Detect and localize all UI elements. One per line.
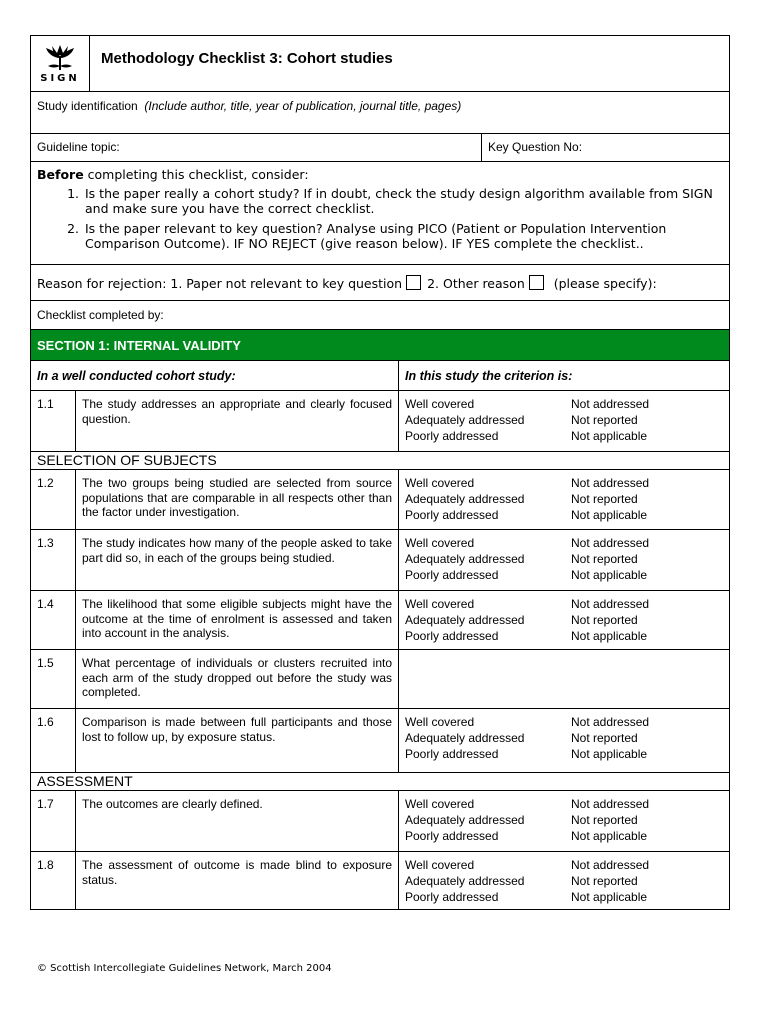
- option-poorly-addressed[interactable]: Poorly addressed: [405, 429, 499, 443]
- item-text: The study addresses an appropriate and clearly focused question.: [76, 391, 399, 451]
- criteria-header-left: In a well conducted cohort study:: [31, 361, 399, 390]
- not-relevant-checkbox[interactable]: [406, 275, 421, 290]
- option-poorly-addressed[interactable]: Poorly addressed: [405, 829, 499, 843]
- other-reason-checkbox[interactable]: [529, 275, 544, 290]
- criteria-header-row: [30, 361, 730, 391]
- logo-text: SIGN: [40, 72, 80, 84]
- option-not-addressed[interactable]: Not addressed: [571, 476, 650, 490]
- subhead-assessment: ASSESSMENT: [30, 773, 730, 791]
- item-options: [399, 530, 729, 590]
- item-text: The study indicates how many of the people asked to take part did so, in each of the groups being studied.: [76, 530, 399, 590]
- copyright-footer: © Scottish Intercollegiate Guidelines Network, March 2004: [37, 963, 332, 974]
- option-well-covered[interactable]: Well covered: [405, 858, 475, 872]
- page-title: Methodology Checklist 3: Cohort studies: [101, 50, 393, 67]
- checklist-item: [30, 470, 730, 530]
- option-well-covered[interactable]: Well covered: [405, 597, 475, 611]
- option-poorly-addressed[interactable]: Poorly addressed: [405, 508, 499, 522]
- option-adequately-addressed[interactable]: Adequately addressed: [405, 413, 525, 427]
- subhead-selection: SELECTION OF SUBJECTS: [30, 452, 730, 470]
- option-well-covered[interactable]: Well covered: [405, 715, 475, 729]
- item-options: [399, 391, 729, 451]
- checklist-form: [30, 35, 730, 910]
- rejection-specify-label: (please specify):: [553, 276, 657, 291]
- item-options: [399, 470, 729, 529]
- option-not-addressed[interactable]: Not addressed: [571, 536, 650, 550]
- option-not-applicable[interactable]: Not applicable: [571, 890, 648, 904]
- before-item: 2. Is the paper relevant to key question? Analyse using PICO (Patient or Population Intervention Comparison Outcome). IF NO REJECT (give reason below). IF YES complete the checklist..: [83, 221, 723, 251]
- item-number: 1.5: [31, 650, 76, 708]
- before-item: 1. Is the paper really a cohort study? If in doubt, check the study design algorithm available from SIGN and make sure you have the correct checklist.: [83, 186, 723, 216]
- option-not-reported[interactable]: Not reported: [571, 613, 638, 627]
- option-not-addressed[interactable]: Not addressed: [571, 597, 650, 611]
- option-not-addressed[interactable]: Not addressed: [571, 797, 650, 811]
- before-lead-rest: completing this checklist, consider:: [83, 167, 309, 182]
- option-adequately-addressed[interactable]: Adequately addressed: [405, 613, 525, 627]
- checklist-item: [30, 530, 730, 591]
- option-well-covered[interactable]: Well covered: [405, 797, 475, 811]
- criteria-header-right: In this study the criterion is:: [405, 369, 573, 383]
- option-not-applicable[interactable]: Not applicable: [571, 508, 648, 522]
- option-not-applicable[interactable]: Not applicable: [571, 629, 648, 643]
- sign-logo: [31, 36, 90, 91]
- option-not-reported[interactable]: Not reported: [571, 874, 638, 888]
- thistle-icon: [40, 44, 80, 72]
- study-id-label: Study identification: [37, 99, 138, 113]
- item-text: Comparison is made between full participants and those lost to follow up, by exposure status.: [76, 709, 399, 772]
- section-header: SECTION 1: INTERNAL VALIDITY: [30, 330, 730, 361]
- item-number: 1.3: [31, 530, 76, 590]
- option-not-addressed[interactable]: Not addressed: [571, 858, 650, 872]
- checklist-item: [30, 791, 730, 852]
- item-number: 1.7: [31, 791, 76, 851]
- option-adequately-addressed[interactable]: Adequately addressed: [405, 492, 525, 506]
- item-options: [399, 591, 729, 649]
- before-lead: Before: [37, 167, 84, 182]
- option-not-applicable[interactable]: Not applicable: [571, 429, 648, 443]
- option-well-covered[interactable]: Well covered: [405, 397, 475, 411]
- study-id-hint: (Include author, title, year of publication, journal title, pages): [144, 99, 462, 113]
- item-options: [399, 852, 729, 909]
- option-not-reported[interactable]: Not reported: [571, 813, 638, 827]
- option-not-applicable[interactable]: Not applicable: [571, 568, 648, 582]
- guideline-topic-field[interactable]: Guideline topic:: [31, 134, 482, 161]
- item-number: 1.6: [31, 709, 76, 772]
- option-poorly-addressed[interactable]: Poorly addressed: [405, 890, 499, 904]
- option-well-covered[interactable]: Well covered: [405, 476, 475, 490]
- option-not-addressed[interactable]: Not addressed: [571, 715, 650, 729]
- item-number: 1.4: [31, 591, 76, 649]
- item-options: [399, 791, 729, 851]
- option-not-applicable[interactable]: Not applicable: [571, 829, 648, 843]
- topic-row: [30, 134, 730, 162]
- item-text: The assessment of outcome is made blind to exposure status.: [76, 852, 399, 909]
- option-poorly-addressed[interactable]: Poorly addressed: [405, 568, 499, 582]
- title-row: [30, 35, 730, 92]
- option-not-reported[interactable]: Not reported: [571, 731, 638, 745]
- before-instructions: [30, 162, 730, 265]
- option-not-addressed[interactable]: Not addressed: [571, 397, 650, 411]
- option-poorly-addressed[interactable]: Poorly addressed: [405, 629, 499, 643]
- item-text: The outcomes are clearly defined.: [76, 791, 399, 851]
- option-adequately-addressed[interactable]: Adequately addressed: [405, 874, 525, 888]
- item-number: 1.2: [31, 470, 76, 529]
- option-not-reported[interactable]: Not reported: [571, 413, 638, 427]
- option-poorly-addressed[interactable]: Poorly addressed: [405, 747, 499, 761]
- item-number: 1.1: [31, 391, 76, 451]
- rejection-reason-2-label: 2. Other reason: [427, 276, 525, 291]
- item-number: 1.8: [31, 852, 76, 909]
- option-well-covered[interactable]: Well covered: [405, 536, 475, 550]
- checklist-item: [30, 709, 730, 773]
- item-text: The two groups being studied are selected from source populations that are comparable in all respects other than the factor under investigation.: [76, 470, 399, 529]
- checklist-item: [30, 591, 730, 650]
- study-identification-field[interactable]: [30, 92, 730, 134]
- checklist-completed-by-field[interactable]: Checklist completed by:: [30, 301, 730, 330]
- rejection-reason-1-label: Reason for rejection: 1. Paper not relevant to key question: [37, 276, 403, 291]
- item-text: The likelihood that some eligible subjects might have the outcome at the time of enrolment is assessed and taken into account in the analysis.: [76, 591, 399, 649]
- item-text: What percentage of individuals or clusters recruited into each arm of the study dropped out before the study was completed.: [76, 650, 399, 708]
- item-options: [399, 709, 729, 772]
- option-adequately-addressed[interactable]: Adequately addressed: [405, 813, 525, 827]
- option-not-reported[interactable]: Not reported: [571, 492, 638, 506]
- option-adequately-addressed[interactable]: Adequately addressed: [405, 731, 525, 745]
- rejection-row: [30, 265, 730, 301]
- option-not-applicable[interactable]: Not applicable: [571, 747, 648, 761]
- option-adequately-addressed[interactable]: Adequately addressed: [405, 552, 525, 566]
- key-question-field[interactable]: Key Question No:: [488, 140, 583, 154]
- checklist-item: [30, 650, 730, 709]
- checklist-item: [30, 852, 730, 910]
- option-not-reported[interactable]: Not reported: [571, 552, 638, 566]
- item-answer-field[interactable]: [399, 650, 729, 708]
- checklist-item: [30, 391, 730, 452]
